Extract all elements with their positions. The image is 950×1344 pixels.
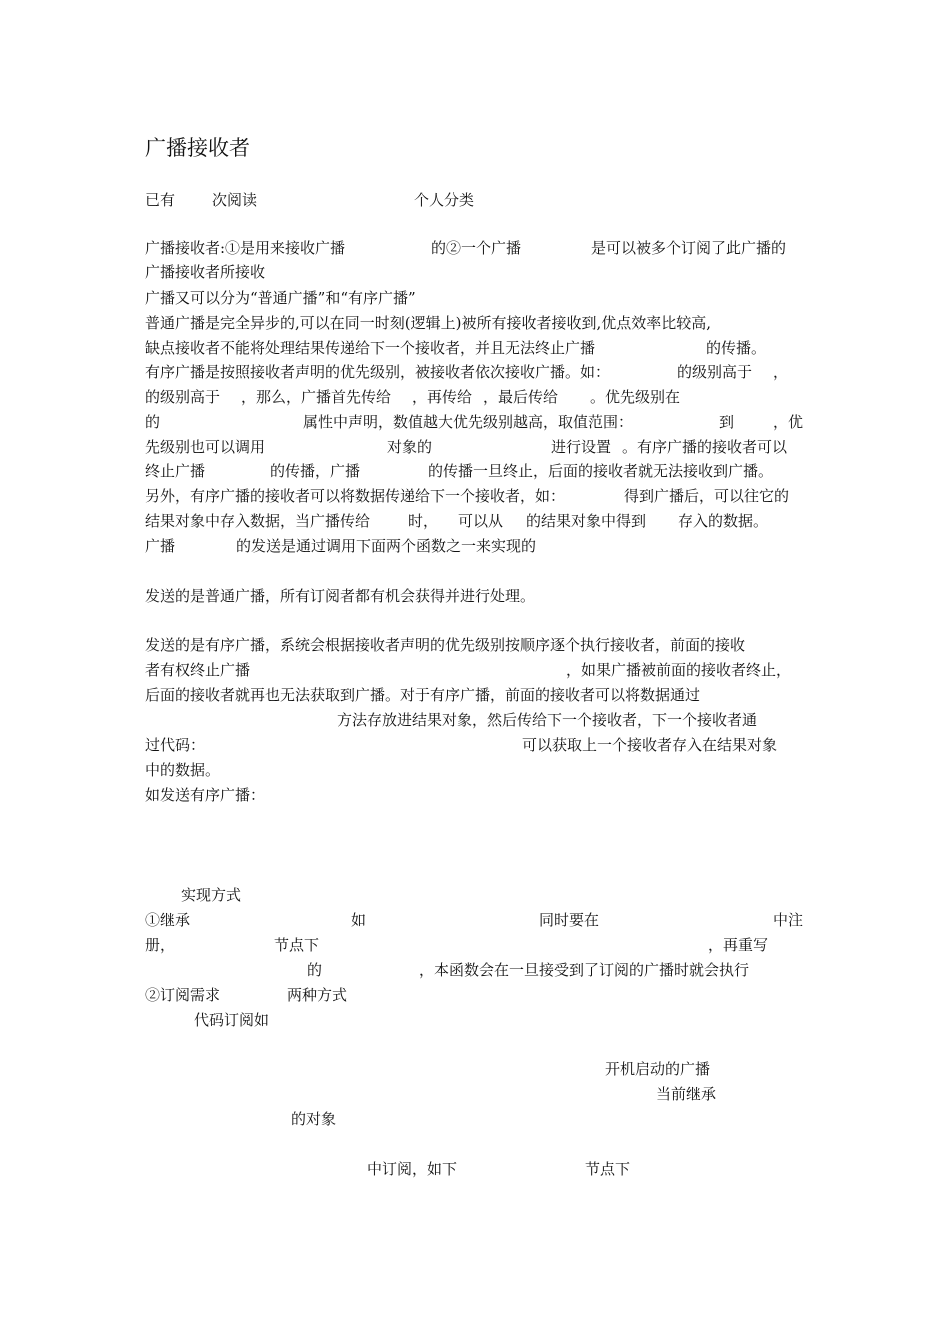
read-count-prefix: 已有	[145, 191, 176, 209]
body-text: ，如果广播被前面的接收者终止，	[566, 661, 792, 679]
body-text: 广播	[145, 537, 176, 555]
body-text: ，那么，广播首先传给	[241, 388, 392, 406]
body-text: 得到广播后，可以往它的	[624, 487, 790, 505]
body-text: 的②一个广播	[431, 239, 522, 257]
body-text: 。优先级别在	[590, 388, 681, 406]
body-text: 另外，有序广播的接收者可以将数据传递给下一个接收者，如：	[145, 487, 566, 505]
body-text: ，再传给	[412, 388, 473, 406]
body-text: 的级别高于	[145, 388, 221, 406]
body-text: 的	[145, 413, 161, 431]
body-text: 的传播一旦终止，后面的接收者就无法接收到广播。	[428, 462, 774, 480]
body-text: 结果对象中存入数据，当广播传给	[145, 512, 371, 530]
body-text: 发送的是普通广播，所有订阅者都有机会获得并进行处理。	[145, 587, 536, 605]
body-text: ，最后传给	[483, 388, 559, 406]
body-text: 后面的接收者就再也无法获取到广播。对于有序广播，前面的接收者可以将数据通过	[145, 686, 701, 704]
body-text: 可以获取上一个接收者存入在结果对象	[522, 736, 778, 754]
body-text: 时，	[408, 512, 439, 530]
body-text: 节点下	[585, 1160, 631, 1178]
body-text: 同时要在	[539, 911, 600, 929]
body-text: 册，	[145, 936, 176, 954]
body-text: 。有序广播的接收者可以	[622, 438, 788, 456]
body-text: 过代码：	[145, 736, 206, 754]
category-link[interactable]: 个人分类	[414, 191, 475, 209]
body-text: ，优	[773, 413, 804, 431]
read-count-suffix: 次阅读	[212, 191, 258, 209]
body-text: ①继承	[145, 911, 191, 929]
body-text: 广播又可以分为“普通广播”和“有序广播”	[145, 289, 416, 307]
body-text: 者有权终止广播	[145, 661, 251, 679]
body-text: 可以从	[458, 512, 504, 530]
body-text: 属性中声明，数值越大优先级别越高，取值范围：	[303, 413, 634, 431]
body-text: ，再重写	[708, 936, 769, 954]
body-text: 中注	[773, 911, 804, 929]
section-heading: 实现方式	[181, 886, 242, 904]
body-text: 普通广播是完全异步的,可以在同一时刻(逻辑上)被所有接收者接收到,优点效率比较高,	[145, 314, 712, 332]
body-text: 的级别高于	[677, 363, 753, 381]
body-text: 中的数据。	[145, 761, 221, 779]
body-text: 广播接收者所接收	[145, 263, 266, 281]
body-text: 如	[351, 911, 367, 929]
body-text: 到	[719, 413, 735, 431]
body-text: 发送的是有序广播，系统会根据接收者声明的优先级别按顺序逐个执行接收者，前面的接收	[145, 636, 746, 654]
body-text: 节点下	[274, 936, 320, 954]
body-text: 的传播。	[706, 339, 767, 357]
body-text: ，	[773, 363, 789, 381]
body-text: 先级别也可以调用	[145, 438, 266, 456]
body-text: 存入的数据。	[678, 512, 769, 530]
body-text: 的	[307, 961, 323, 979]
body-text: 广播接收者:①是用来接收广播	[145, 239, 346, 257]
body-text: 进行设置	[551, 438, 612, 456]
body-text: 两种方式	[287, 986, 348, 1004]
body-text: 缺点接收者不能将处理结果传递给下一个接收者，并且无法终止广播	[145, 339, 596, 357]
body-text: 方法存放进结果对象，然后传给下一个接收者，下一个接收者通	[337, 711, 758, 729]
body-text: 中订阅，如下	[367, 1160, 458, 1178]
body-text: 的发送是通过调用下面两个函数之一来实现的	[236, 537, 537, 555]
body-text: 开机启动的广播	[605, 1060, 711, 1078]
body-text: 当前继承	[656, 1085, 717, 1103]
body-text: 终止广播	[145, 462, 206, 480]
body-text: ②订阅需求	[145, 986, 221, 1004]
body-text: 有序广播是按照接收者声明的优先级别，被接收者依次接收广播。如：	[145, 363, 611, 381]
body-text: 是可以被多个订阅了此广播的	[591, 239, 787, 257]
body-text: ，本函数会在一旦接受到了订阅的广播时就会执行	[419, 961, 750, 979]
page-title: 广播接收者	[145, 136, 250, 161]
body-text: 的对象	[291, 1110, 337, 1128]
body-text: 如发送有序广播：	[145, 786, 266, 804]
body-text: 的传播，广播	[270, 462, 361, 480]
body-text: 代码订阅如	[194, 1011, 270, 1029]
body-text: 对象的	[387, 438, 433, 456]
body-text: 的结果对象中得到	[526, 512, 647, 530]
